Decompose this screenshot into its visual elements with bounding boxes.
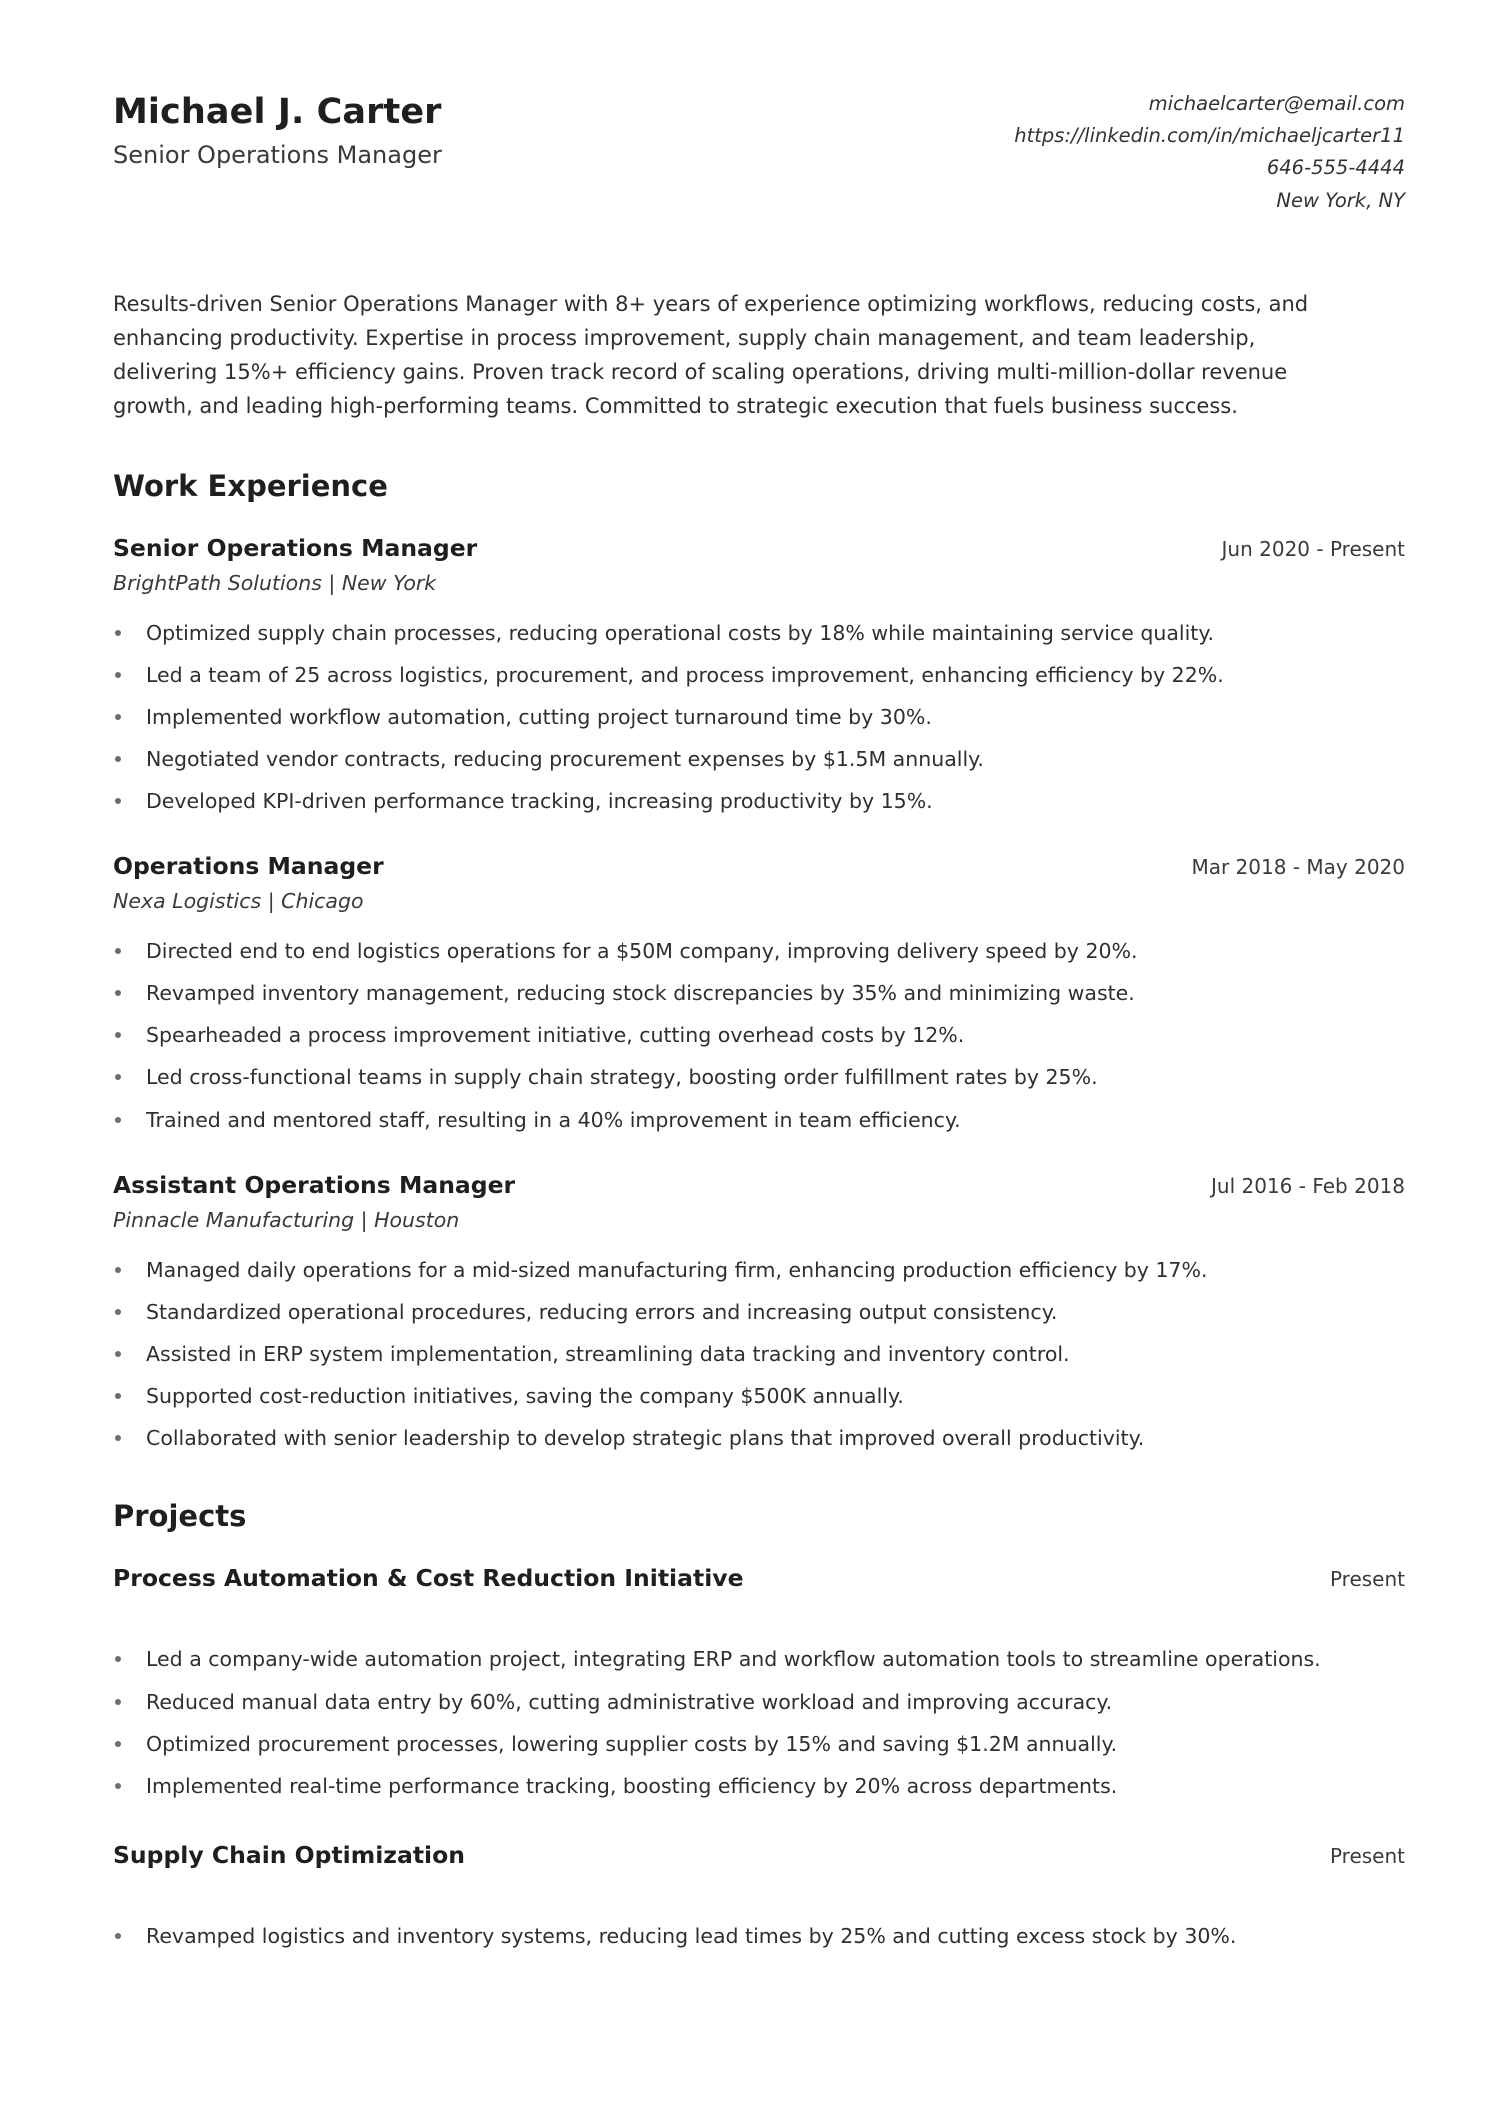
- job-bullet-list: [113, 1256, 1405, 1454]
- project-entry: [113, 1564, 1405, 1801]
- projects-section: [113, 1499, 1405, 1951]
- list-item: [113, 1772, 1405, 1801]
- bullet-dot-icon: [115, 990, 121, 996]
- job-title: Assistant Operations Manager: [113, 1170, 516, 1199]
- job-date: Jul 2016 - Feb 2018: [1211, 1173, 1405, 1198]
- list-item: [113, 1106, 1405, 1135]
- project-title: Supply Chain Optimization: [113, 1840, 465, 1869]
- work-entry: [113, 852, 1405, 1135]
- list-item: [113, 661, 1405, 690]
- work-experience-section: [113, 469, 1405, 1453]
- resume-header: [113, 84, 1405, 217]
- project-date: Present: [1329, 1843, 1405, 1868]
- bullet-text: Revamped inventory management, reducing stock discrepancies by 35% and minimizing waste.: [146, 981, 1135, 1006]
- contact-block: [1014, 84, 1405, 217]
- job-company-location: BrightPath Solutions | New York: [113, 570, 437, 595]
- list-item: [113, 979, 1405, 1008]
- list-item: [113, 787, 1405, 816]
- list-item: [113, 619, 1405, 648]
- list-item: [113, 703, 1405, 732]
- professional-summary: Results-driven Senior Operations Manager with 8+ years of experience optimizing workflows, reducing costs, and enhancing productivity. Expertise in process improvement, supply chain management, and team leadership, delivering 15%+ efficiency gains. Proven track record of scaling operations, driving multi-million-dollar revenue growth, and leading high-performing teams. Committed to strategic execution that fuels business success.: [113, 291, 1309, 418]
- bullet-text: Reduced manual data entry by 60%, cutting administrative workload and improving accuracy.: [146, 1689, 1113, 1714]
- bullet-text: Led a team of 25 across logistics, procurement, and process improvement, enhancing efficiency by 22%.: [146, 662, 1224, 687]
- bullet-text: Negotiated vendor contracts, reducing procurement expenses by $1.5M annually.: [146, 746, 984, 771]
- job-date: Mar 2018 - May 2020: [1191, 855, 1405, 880]
- work-entry: [113, 1171, 1405, 1454]
- bullet-dot-icon: [115, 1656, 121, 1662]
- bullet-text: Optimized procurement processes, lowering supplier costs by 15% and saving $1.2M annually.: [146, 1731, 1118, 1756]
- bullet-dot-icon: [115, 1032, 121, 1038]
- job-date: Jun 2020 - Present: [1221, 536, 1405, 561]
- project-bullet-list: [113, 1922, 1405, 1951]
- bullet-dot-icon: [115, 1074, 121, 1080]
- bullet-text: Revamped logistics and inventory systems, reducing lead times by 25% and cutting excess stock by 30%.: [146, 1924, 1237, 1949]
- bullet-dot-icon: [115, 1351, 121, 1357]
- job-title: Operations Manager: [113, 852, 384, 881]
- work-entry-head: [113, 534, 1405, 563]
- list-item: [113, 745, 1405, 774]
- contact-linkedin[interactable]: https://linkedin.com/in/michaeljcarter11: [1014, 124, 1405, 148]
- bullet-text: Standardized operational procedures, reducing errors and increasing output consistency.: [146, 1299, 1058, 1324]
- work-entry-head: [113, 1171, 1405, 1200]
- contact-phone[interactable]: 646-555-4444: [1266, 156, 1405, 180]
- work-entry-head: [113, 852, 1405, 881]
- list-item: [113, 1340, 1405, 1369]
- bullet-text: Managed daily operations for a mid-sized manufacturing firm, enhancing production efficiency by 17%.: [146, 1257, 1208, 1282]
- project-date: Present: [1329, 1567, 1405, 1592]
- bullet-dot-icon: [115, 1117, 121, 1123]
- project-title: Process Automation & Cost Reduction Initiative: [113, 1564, 744, 1593]
- bullet-dot-icon: [115, 1783, 121, 1789]
- work-entry: [113, 534, 1405, 817]
- bullet-dot-icon: [115, 1309, 121, 1315]
- bullet-text: Led a company-wide automation project, integrating ERP and workflow automation tools to streamline operations.: [146, 1647, 1321, 1672]
- list-item: [113, 1021, 1405, 1050]
- section-title-work: Work Experience: [113, 468, 388, 503]
- job-company-location: Pinnacle Manufacturing | Houston: [113, 1208, 460, 1233]
- project-entry-head: [113, 1841, 1405, 1870]
- section-title-projects: Projects: [113, 1499, 247, 1534]
- contact-location: New York, NY: [1276, 188, 1405, 212]
- project-entry: [113, 1841, 1405, 1951]
- bullet-dot-icon: [115, 1393, 121, 1399]
- bullet-dot-icon: [115, 1741, 121, 1747]
- list-item: [113, 1382, 1405, 1411]
- bullet-dot-icon: [115, 672, 121, 678]
- bullet-dot-icon: [115, 1267, 121, 1273]
- bullet-dot-icon: [115, 1435, 121, 1441]
- bullet-text: Implemented real-time performance tracking, boosting efficiency by 20% across departments.: [146, 1773, 1118, 1798]
- bullet-text: Developed KPI-driven performance tracking, increasing productivity by 15%.: [146, 789, 933, 813]
- bullet-dot-icon: [115, 1699, 121, 1705]
- candidate-name: Michael J. Carter: [113, 92, 442, 132]
- bullet-text: Supported cost-reduction initiatives, saving the company $500K annually.: [146, 1384, 904, 1409]
- bullet-text: Collaborated with senior leadership to develop strategic plans that improved overall productivity.: [146, 1426, 1145, 1451]
- job-bullet-list: [113, 619, 1405, 817]
- job-bullet-list: [113, 937, 1405, 1135]
- project-entry-head: [113, 1564, 1405, 1593]
- bullet-text: Trained and mentored staff, resulting in a 40% improvement in team efficiency.: [146, 1107, 961, 1132]
- list-item: [113, 1922, 1405, 1951]
- bullet-dot-icon: [115, 630, 121, 636]
- bullet-text: Led cross-functional teams in supply chain strategy, boosting order fulfillment rates by 25%.: [146, 1065, 1098, 1090]
- bullet-text: Directed end to end logistics operations for a $50M company, improving delivery speed by 20%.: [146, 939, 1138, 964]
- bullet-dot-icon: [115, 1933, 121, 1939]
- list-item: [113, 1424, 1405, 1453]
- bullet-text: Optimized supply chain processes, reducing operational costs by 18% while maintaining service quality.: [146, 620, 1215, 645]
- list-item: [113, 1645, 1405, 1674]
- list-item: [113, 1298, 1405, 1327]
- list-item: [113, 1256, 1405, 1285]
- bullet-dot-icon: [115, 948, 121, 954]
- bullet-text: Implemented workflow automation, cutting project turnaround time by 30%.: [146, 704, 932, 729]
- list-item: [113, 1730, 1405, 1759]
- bullet-dot-icon: [115, 756, 121, 762]
- candidate-headline: Senior Operations Manager: [113, 141, 442, 170]
- identity-block: [113, 84, 442, 170]
- contact-email[interactable]: michaelcarter@email.com: [1148, 92, 1405, 115]
- list-item: [113, 937, 1405, 966]
- project-bullet-list: [113, 1645, 1405, 1800]
- job-company-location: Nexa Logistics | Chicago: [113, 889, 364, 914]
- bullet-dot-icon: [115, 714, 121, 720]
- bullet-text: Assisted in ERP system implementation, streamlining data tracking and inventory control.: [146, 1341, 1070, 1366]
- bullet-text: Spearheaded a process improvement initiative, cutting overhead costs by 12%.: [146, 1023, 965, 1048]
- list-item: [113, 1688, 1405, 1717]
- bullet-dot-icon: [115, 798, 121, 804]
- job-title: Senior Operations Manager: [113, 533, 478, 562]
- list-item: [113, 1063, 1405, 1092]
